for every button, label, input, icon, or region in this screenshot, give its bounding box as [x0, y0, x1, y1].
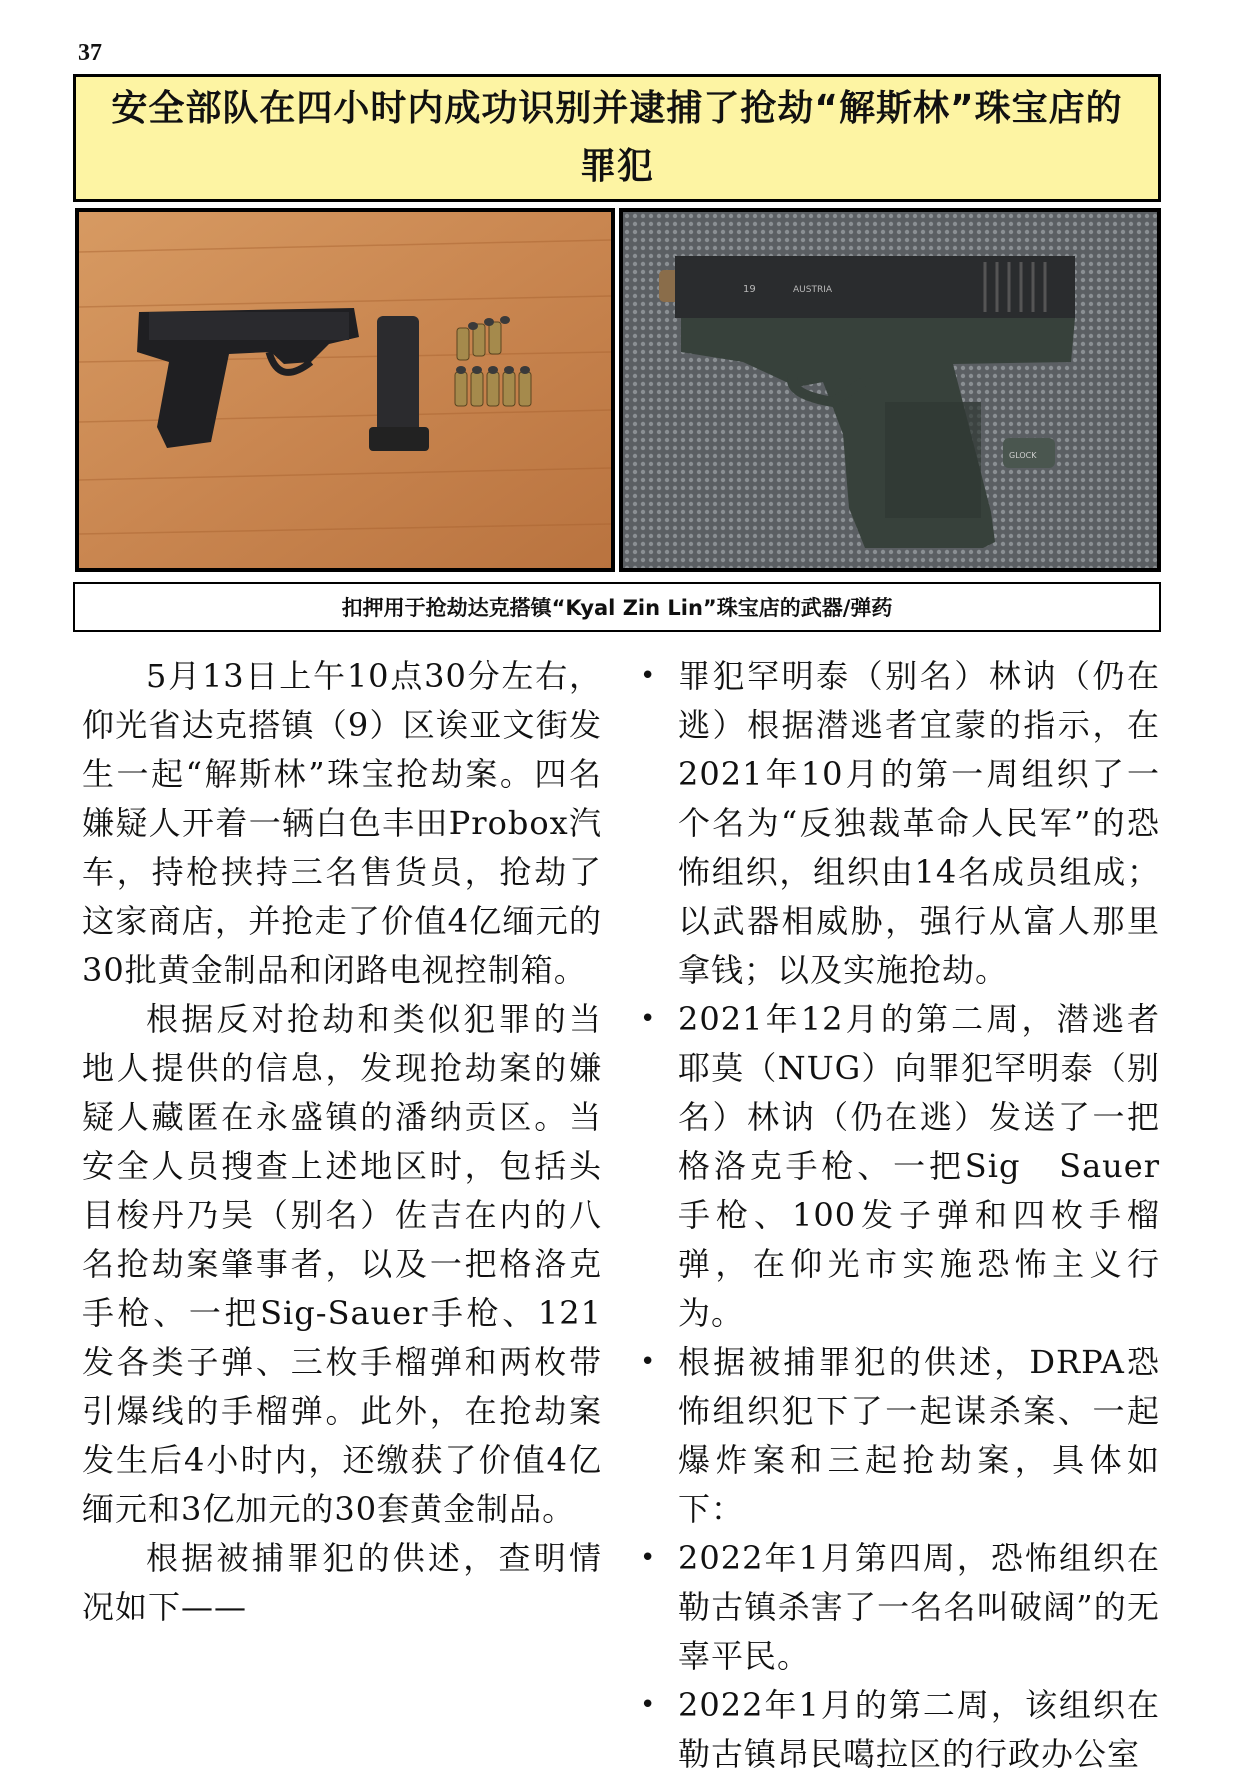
- bullet-item: • 根据被捕罪犯的供述，DRPA恐怖组织犯下了一起谋杀案、一起爆炸案和三起抢劫案，具体如下：: [640, 1338, 1160, 1534]
- left-column: [82, 652, 602, 1632]
- bullet-item: • 2022年1月的第二周，该组织在勒古镇昂民噶拉区的行政办公室: [640, 1681, 1160, 1779]
- bullet-item: • 罪犯罕明泰（别名）林讷（仍在逃）根据潜逃者宜蒙的指示，在2021年10月的第一周组织了一个名为“反独裁革命人民军”的恐怖组织，组织由14名成员组成；以武器相威胁，强行从富人那里拿钱；以及实施抢劫。: [640, 652, 1160, 995]
- headline-banner: [73, 74, 1161, 202]
- paragraph: 5月13日上午10点30分左右，仰光省达克搭镇（9）区诶亚文街发生一起“解斯林”珠宝抢劫案。四名嫌疑人开着一辆白色丰田Probox汽车，持枪挟持三名售货员，抢劫了这家商店，并抢走了价值4亿缅元的30批黄金制品和闭路电视控制箱。: [82, 657, 602, 989]
- photo-seized-pistol-magazine-ammo: [75, 208, 615, 572]
- photo-caption: 扣押用于抢劫达克搭镇“Kyal Zin Lin”珠宝店的武器/弹药: [73, 582, 1161, 632]
- engraving-country: AUSTRIA: [793, 285, 833, 295]
- paragraph: 根据反对抢劫和类似犯罪的当地人提供的信息，发现抢劫案的嫌疑人藏匿在永盛镇的潘纳贡区。当安全人员搜查上述地区时，包括头目梭丹乃吴（别名）佐吉在内的八名抢劫案肇事者，以及一把格洛克手枪、一把Sig-Sauer手枪、121发各类子弹、三枚手榴弹和两枚带引爆线的手榴弹。此外，在抢劫案发生后4小时内，还缴获了价值4亿缅元和3亿加元的30套黄金制品。: [82, 1000, 602, 1528]
- right-column: [640, 652, 1160, 1779]
- engraving-brand: GLOCK: [1009, 451, 1037, 460]
- bullet-item: • 2022年1月第四周，恐怖组织在勒古镇杀害了一名名叫破阔”的无辜平民。: [640, 1534, 1160, 1681]
- engraving-model: 19: [743, 284, 756, 295]
- bullet-item: • 2021年12月的第二周，潜逃者耶莫（NUG）向罪犯罕明泰（别名）林讷（仍在逃）发送了一把格洛克手枪、一把Sig Sauer手枪、100发子弹和四枚手榴弹，在仰光市实施恐怖主义行为。: [640, 995, 1160, 1338]
- headline: 安全部队在四小时内成功识别并逮捕了抢劫“解斯林”珠宝店的罪犯: [111, 88, 1123, 187]
- bullet-list: [640, 652, 1160, 1779]
- paragraph: 根据被捕罪犯的供述，查明情况如下——: [82, 1539, 602, 1626]
- photo-seized-glock: [619, 208, 1161, 572]
- page-number: 37: [78, 40, 102, 66]
